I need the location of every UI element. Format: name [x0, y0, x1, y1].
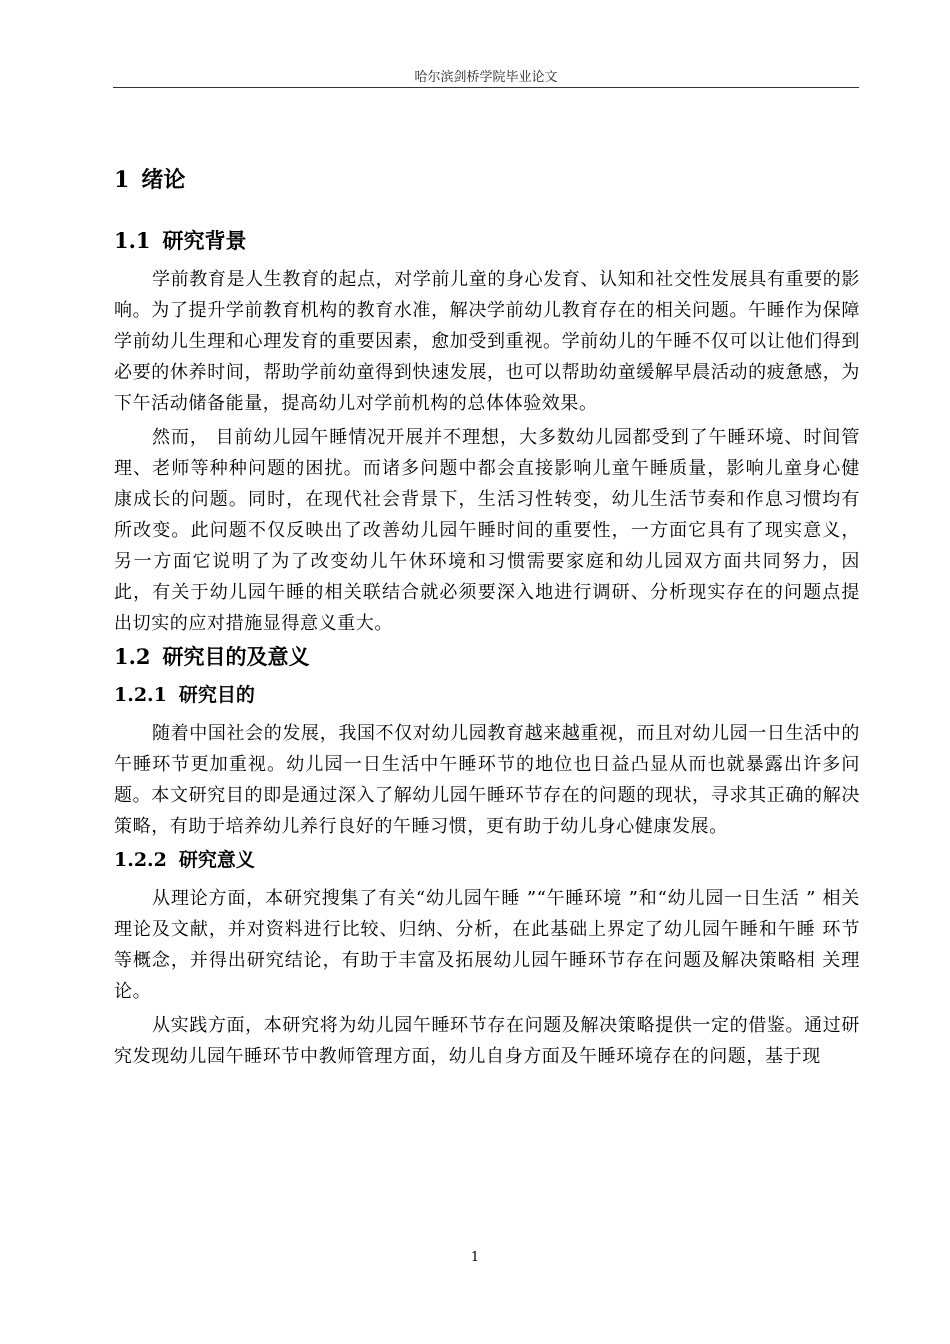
paragraph: 学前教育是人生教育的起点，对学前儿童的身心发育、认知和社交性发展具有重要的影响。为了提升学前教育机构的教育水准，解决学前幼儿教育存在的相关问题。午睡作为保障学前幼儿生理和心理发育的重要因素，愈加受到重视。学前幼儿的午睡不仅可以让他们得到必要的休养时间，帮助学前幼童得到快速发展，也可以帮助幼童缓解早晨活动的疲惫感，为下午活动储备能量，提高幼儿对学前机构的总体体验效果。: [114, 269, 860, 414]
section-title: 研究背景: [162, 229, 247, 253]
subsection-title: 研究目的: [178, 684, 255, 706]
subsection-number: 1.2.2: [114, 849, 167, 871]
paragraph: 然而， 目前幼儿园午睡情况开展并不理想，大多数幼儿园都受到了午睡环境、时间管 理、老师等种种问题的困扰。而诸多问题中都会直接影响儿童午睡质量，影响儿童身心健 康成长的问题。同时，在现代社会背景下，生活习性转变，幼儿生活节奏和作息习惯均有 所改变。此问题不仅反映出了改善幼儿园午睡时间的重要性，一方面它具有了现实意义， 另一方面它说明了为了改变幼儿午休环境和习惯需要家庭和幼儿园双方面共同努力，因 此，有关于幼儿园午睡的相关联结合就必须要深入地进行调研、分析现实存在的问题点提 出切实的应对措施显得意义重大。: [114, 427, 860, 634]
section-heading-1-2: [114, 642, 860, 680]
chapter-heading: [114, 150, 860, 226]
subsection-number: 1.2.1: [114, 684, 167, 706]
section-number: 1.1: [114, 228, 151, 253]
chapter-number: 1: [114, 167, 130, 193]
section-heading-1-1: [114, 226, 860, 264]
running-header: 哈尔滨剑桥学院毕业论文: [414, 70, 558, 85]
section-number: 1.2: [114, 644, 151, 669]
paragraph: 随着中国社会的发展，我国不仅对幼儿园教育越来越重视，而且对幼儿园一日生活中的午睡环节更加重视。幼儿园一日生活中午睡环节的地位也日益凸显从而也就暴露出许多问题。本文研究目的即是通过深入了解幼儿园午睡环节存在的问题的现状，寻求其正确的解决策略，有助于培养幼儿养行良好的午睡习惯，更有助于幼儿身心健康发展。: [114, 723, 860, 837]
paragraph: 从理论方面，本研究搜集了有关“幼儿园午睡 ”“午睡环境 ”和“幼儿园一日生活 ” 相关理论及文献，并对资料进行比较、归纳、分析，在此基础上界定了幼儿园午睡和午睡 环节等概念，并得出研究结论，有助于丰富及拓展幼儿园午睡环节存在问题及解决策略相 关理论。: [114, 888, 860, 1002]
header-divider: [113, 87, 859, 88]
section-title: 研究目的及意义: [162, 645, 310, 669]
paragraph: 从实践方面，本研究将为幼儿园午睡环节存在问题及解决策略提供一定的借鉴。通过研究发现幼儿园午睡环节中教师管理方面，幼儿自身方面及午睡环境存在的问题，基于现: [114, 1015, 860, 1067]
subsection-title: 研究意义: [178, 849, 255, 871]
subsection-heading-1-2-1: [114, 680, 860, 718]
subsection-heading-1-2-2: [114, 845, 860, 883]
page-number: 1: [470, 1250, 480, 1265]
chapter-title: 绪论: [141, 168, 186, 193]
page-body: [114, 150, 860, 1075]
